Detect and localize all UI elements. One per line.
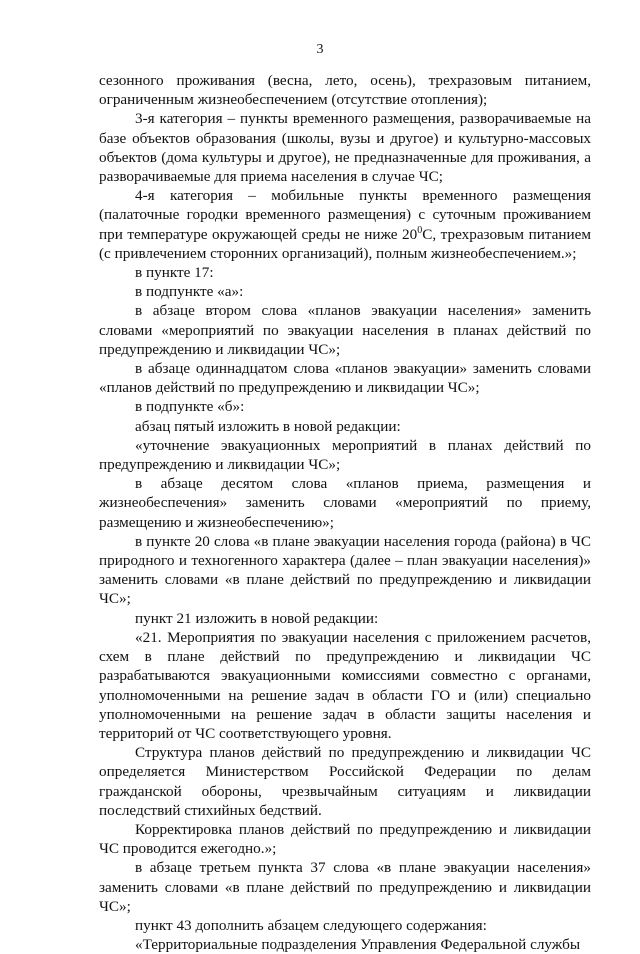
paragraph-19: «Территориальные подразделения Управления Федеральной службы — [135, 936, 581, 954]
paragraph-7: в абзаце одиннадцатом слова «планов эвакуации» заменить словами «планов действий по предупреждению и ликвидации ЧС»; — [99, 360, 591, 397]
paragraph-15: Структура планов действий по предупреждению и ликвидации ЧС определяется Министерством Российской Федерации по делам гражданской обороны, чрезвычайным ситуациям и ликвидации последствий стихийных бедствий. — [99, 744, 591, 819]
degree-superscript: 0 — [417, 224, 423, 236]
paragraph-16: Корректировка планов действий по предупреждению и ликвидации ЧС проводится ежегодно.»; — [99, 820, 591, 858]
paragraph-4: в пункте 17: — [135, 264, 214, 282]
paragraph-17: в абзаце третьем пункта 37 слова «в плане эвакуации населения» заменить словами «в плане действий по предупреждению и ликвидации ЧС»; — [99, 859, 591, 915]
paragraph-3-text: 4-я категория – мобильные пункты временного размещения (палаточные городки временного размещения) с суточным проживанием при температуре окружающей среды не ниже 20 — [99, 187, 591, 243]
paragraph-10: «уточнение эвакуационных мероприятий в планах действий по предупреждению и ликвидации ЧС»; — [99, 436, 591, 474]
paragraph-3-tail: С, трехразовым питанием (с привлечением сторонних организаций), полным жизнеобеспечением.»; — [99, 225, 591, 262]
paragraph-6: в абзаце втором слова «планов эвакуации населения» заменить словами «мероприятий по эвакуации населения в планах действий по предупреждению и ликвидации ЧС»; — [99, 302, 591, 358]
paragraph-9: абзац пятый изложить в новой редакции: — [135, 417, 401, 435]
paragraph-2: 3-я категория – пункты временного размещения, разворачиваемые на базе объектов образования (школы, вузы и другое) и культурно-массовых объектов (дома культуры и другое), не предназначенные для проживания, а разворачиваемые для приема населения в случае ЧС; — [99, 110, 591, 186]
paragraph-12: в пункте 20 слова «в плане эвакуации населения города (района) в ЧС природного и техногенного характера (далее – план эвакуации населения)» заменить словами «в плане действий по предупреждению и ликвидации ЧС»; — [99, 532, 591, 608]
paragraph-1: сезонного проживания (весна, лето, осень), трехразовым питанием, ограниченным жизнеобеспечением (отсутствие отопления); — [99, 72, 591, 109]
paragraph-8: в подпункте «б»: — [135, 398, 245, 416]
page-number: 3 — [316, 42, 324, 57]
paragraph-14: «21. Мероприятия по эвакуации населения с приложением расчетов, схем в плане действий по предупреждению и ликвидации ЧС разрабатываются эвакуационными комиссиями совместно с органами, уполномоченными на решение задач в области ГО и (или) специально уполномоченными на решение задач в области защиты населения и территорий от ЧС соответствующего уровня. — [99, 628, 591, 742]
paragraph-18: пункт 43 дополнить абзацем следующего содержания: — [135, 916, 487, 934]
paragraph-11: в абзаце десятом слова «планов приема, размещения и жизнеобеспечения» заменить словами «мероприятий по приему, размещению и жизнеобеспечению»; — [99, 475, 591, 531]
paragraph-5: в подпункте «а»: — [135, 283, 244, 301]
paragraph-13: пункт 21 изложить в новой редакции: — [135, 609, 379, 627]
paragraph-3 — [99, 186, 591, 263]
document-body — [99, 71, 591, 954]
